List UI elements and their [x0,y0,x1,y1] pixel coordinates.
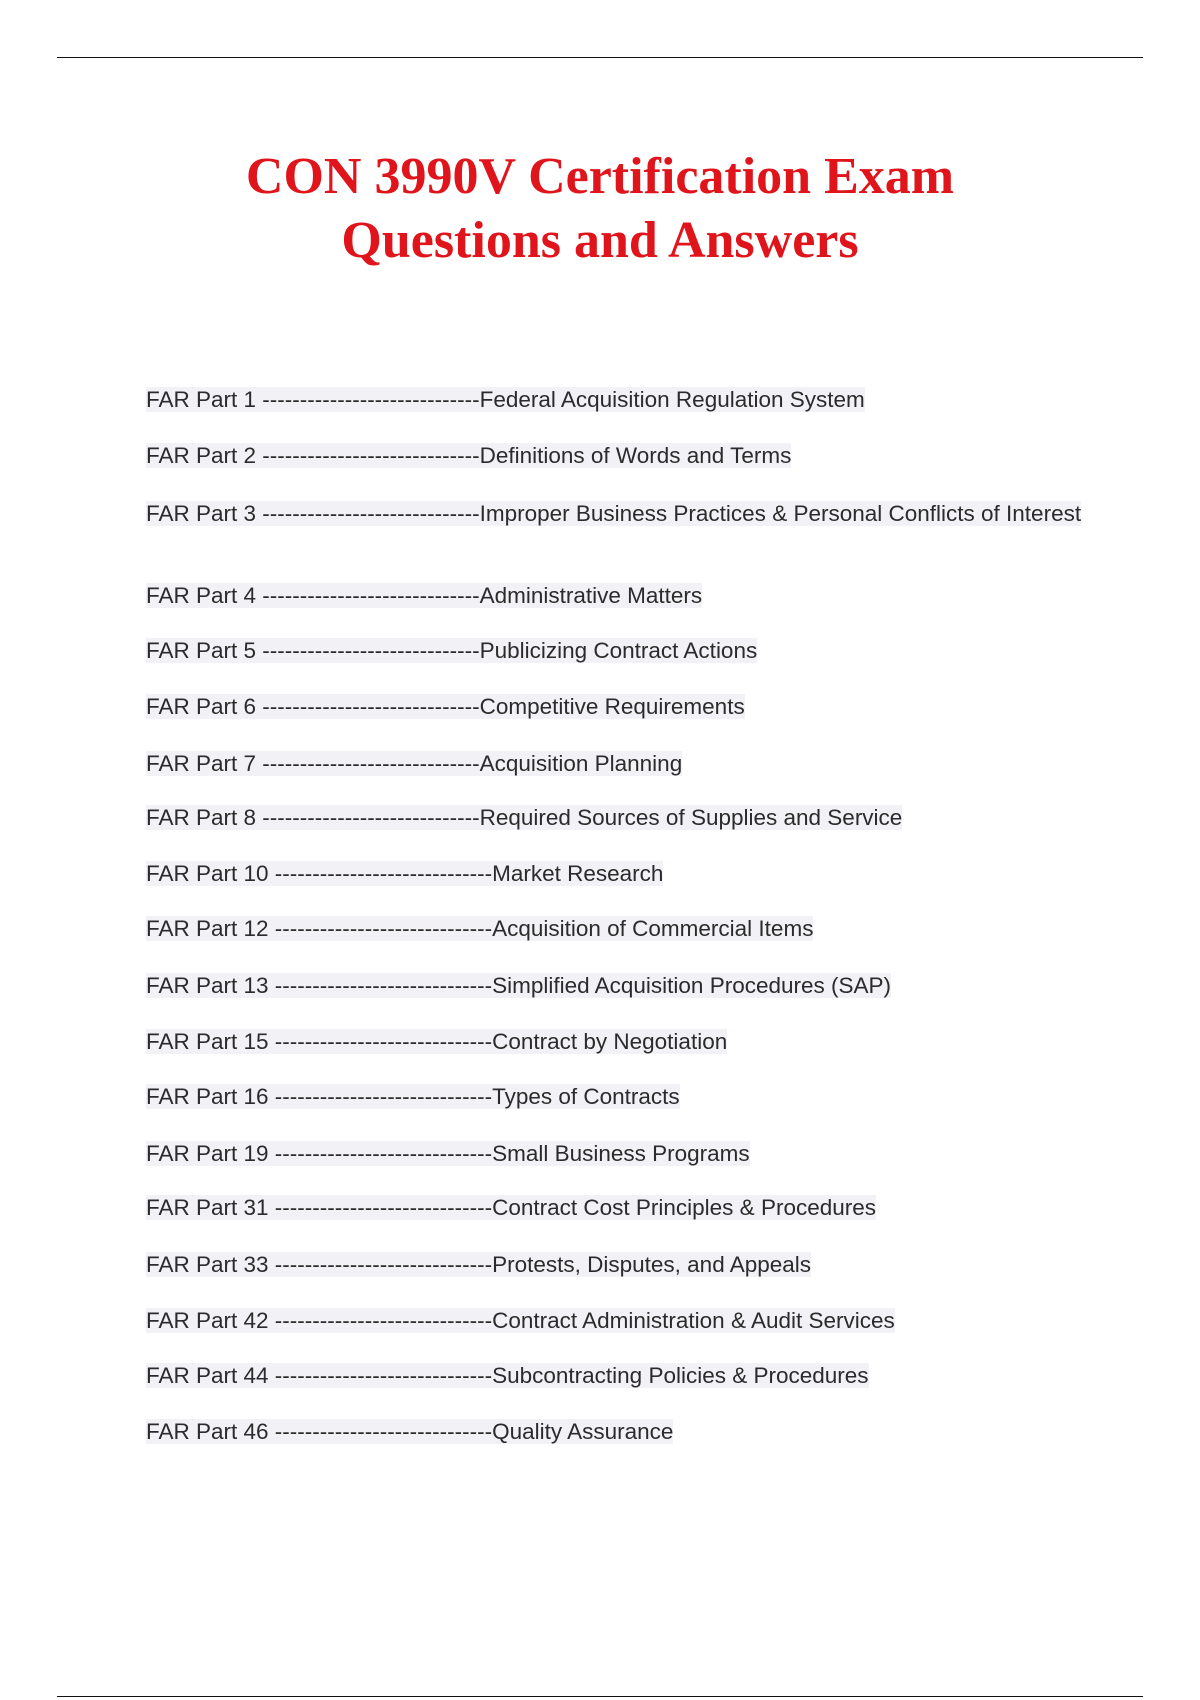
entry-text: FAR Part 42 -----------------------------Contract Administration & Audit Services [146,1308,895,1333]
entry-text: FAR Part 13 -----------------------------Simplified Acquisition Procedures (SAP) [146,973,892,998]
entry-text: FAR Part 15 -----------------------------Contract by Negotiation [146,1029,728,1054]
entry-text: FAR Part 19 -----------------------------Small Business Programs [146,1141,750,1166]
list-item [146,442,1086,469]
title-line-1: CON 3990V Certification Exam [245,148,955,205]
page-title [100,145,1100,273]
entry-text: FAR Part 8 -----------------------------Required Sources of Supplies and Service [146,805,903,830]
entry-text: FAR Part 10 -----------------------------Market Research [146,861,664,886]
list-item [146,386,1086,413]
list-item [146,972,1086,999]
entry-text: FAR Part 46 -----------------------------Quality Assurance [146,1419,674,1444]
list-item [146,1028,1086,1055]
list-item [146,1362,1086,1389]
list-item [146,915,1086,942]
list-item [146,750,1086,777]
list-item [146,693,1086,720]
list-item [146,637,1086,664]
list-item [146,804,1086,831]
entry-text: FAR Part 7 -----------------------------Acquisition Planning [146,751,683,776]
list-item [146,1140,1086,1167]
entry-text: FAR Part 3 -----------------------------Improper Business Practices & Personal Conflicts of Interest [146,501,1082,526]
entry-text: FAR Part 4 -----------------------------Administrative Matters [146,583,703,608]
entry-text: FAR Part 2 -----------------------------Definitions of Words and Terms [146,443,792,468]
top-rule [57,57,1143,58]
title-line-2: Questions and Answers [341,212,859,269]
list-item [146,1251,1086,1278]
list-item [146,1083,1086,1110]
entry-text: FAR Part 12 -----------------------------Acquisition of Commercial Items [146,916,814,941]
entry-text: FAR Part 33 -----------------------------Protests, Disputes, and Appeals [146,1252,812,1277]
list-item [146,860,1086,887]
entry-text: FAR Part 44 -----------------------------Subcontracting Policies & Procedures [146,1363,869,1388]
list-item [146,582,1086,609]
entry-text: FAR Part 1 -----------------------------Federal Acquisition Regulation System [146,387,865,412]
list-item [146,1418,1086,1445]
entry-text: FAR Part 31 -----------------------------Contract Cost Principles & Procedures [146,1195,876,1220]
bottom-rule [57,1696,1143,1697]
entry-text: FAR Part 6 -----------------------------Competitive Requirements [146,694,745,719]
entry-text: FAR Part 16 -----------------------------Types of Contracts [146,1084,680,1109]
list-item [146,1307,1086,1334]
list-item [146,1194,1086,1221]
entry-text: FAR Part 5 -----------------------------Publicizing Contract Actions [146,638,758,663]
list-item [146,500,1086,527]
